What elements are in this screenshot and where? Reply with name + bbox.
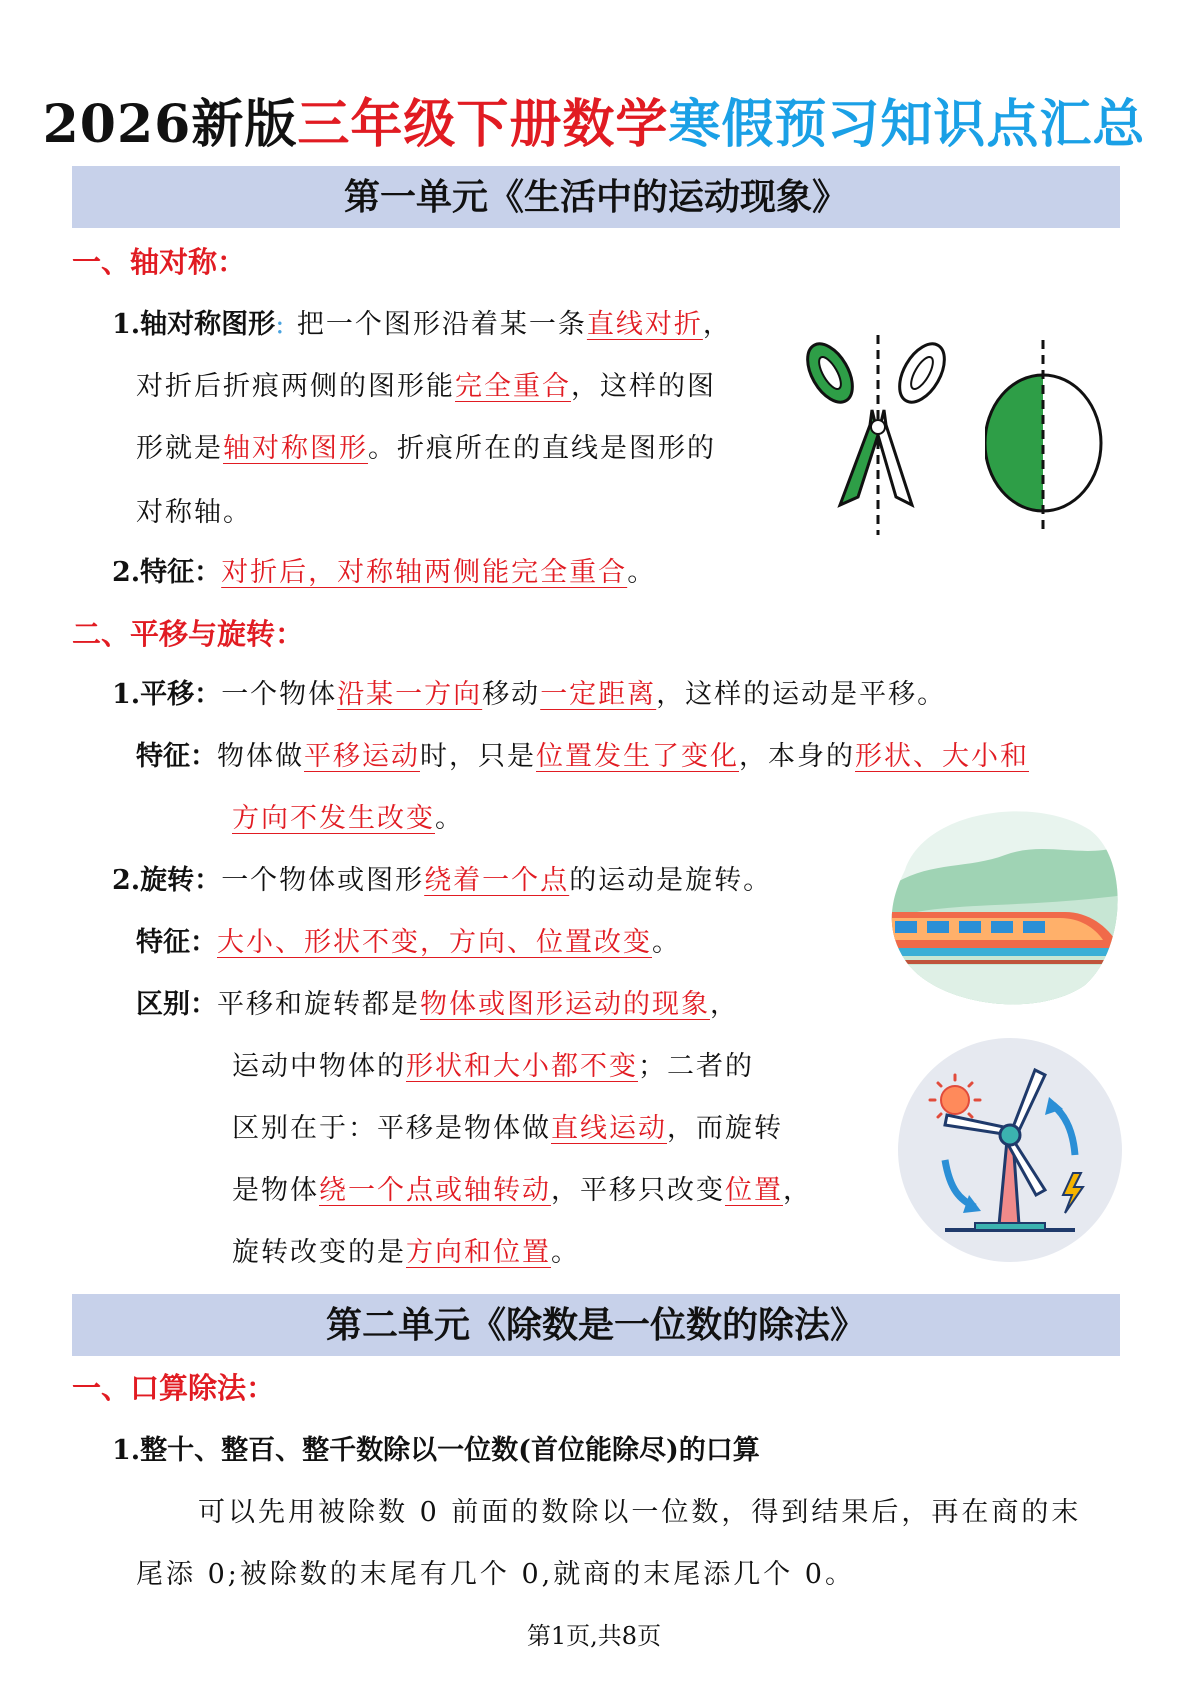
- u2-s1-line2: 尾添 0;被除数的末尾有几个 0,就商的末尾添几个 0。: [136, 1559, 855, 1590]
- half-circle-illustration: [985, 335, 1115, 535]
- page-footer: 第1页,共8页: [526, 1622, 662, 1650]
- title-part2: 三年级下册数学: [297, 94, 669, 155]
- unit1-heading: 第一单元《生活中的运动现象》: [72, 166, 1120, 228]
- u1-s2-f1-cont: 方向不发生改变。: [232, 803, 464, 834]
- title-part1: 2026新版: [42, 94, 298, 155]
- unit1-sec2-title: 二、平移与旋转：: [72, 617, 305, 651]
- u1-s1-item2: 2.特征：对折后，对称轴两侧能完全重合。: [112, 557, 657, 588]
- windmill-illustration: [895, 1035, 1125, 1265]
- item1-label: 1.轴对称图形: [112, 309, 276, 340]
- title-part3: 寒假预习知识点汇总: [668, 94, 1146, 155]
- unit2-sec1-title: 一、口算除法：: [72, 1371, 276, 1405]
- scissors-illustration: [800, 335, 950, 535]
- u1-s2-d4: 是物体绕一个点或轴转动，平移只改变位置，: [232, 1175, 812, 1206]
- u1-s1-line3: 形就是轴对称图形。折痕所在的直线是图形的: [136, 433, 716, 464]
- u1-s2-f2: 特征：大小、形状不变，方向、位置改变。: [136, 927, 681, 958]
- u1-s2-d1: 区别：平移和旋转都是物体或图形运动的现象，: [136, 989, 739, 1020]
- u1-s2-p1: 1.平移：一个物体沿某一方向移动一定距离，这样的运动是平移。: [112, 679, 947, 710]
- u1-s2-d3: 区别在于：平移是物体做直线运动，而旋转: [232, 1113, 783, 1144]
- u2-s1-line1: 可以先用被除数 0 前面的数除以一位数，得到结果后，再在商的末: [198, 1497, 1082, 1528]
- u1-s2-d2: 运动中物体的形状和大小都不变；二者的: [232, 1051, 754, 1082]
- train-illustration: [885, 800, 1125, 1010]
- u1-s2-d5: 旋转改变的是方向和位置。: [232, 1237, 580, 1268]
- unit1-sec1-title: 一、轴对称：: [72, 245, 247, 279]
- u1-s2-f1: 特征：物体做平移运动时，只是位置发生了变化，本身的形状、大小和: [136, 741, 1029, 772]
- u1-s1-line2: 对折后折痕两侧的图形能完全重合，这样的图: [136, 371, 716, 402]
- page-title: [0, 82, 1188, 157]
- u1-s1-line4: 对称轴。: [136, 497, 252, 528]
- u1-s1-line1: 1.轴对称图形: 把一个图形沿着某一条直线对折，: [112, 309, 732, 340]
- u2-s1-item1: 1.整十、整百、整千数除以一位数(首位能除尽)的口算: [112, 1435, 760, 1466]
- u1-s2-p2: 2.旋转：一个物体或图形绕着一个点的运动是旋转。: [112, 865, 773, 896]
- unit2-heading: 第二单元《除数是一位数的除法》: [72, 1294, 1120, 1356]
